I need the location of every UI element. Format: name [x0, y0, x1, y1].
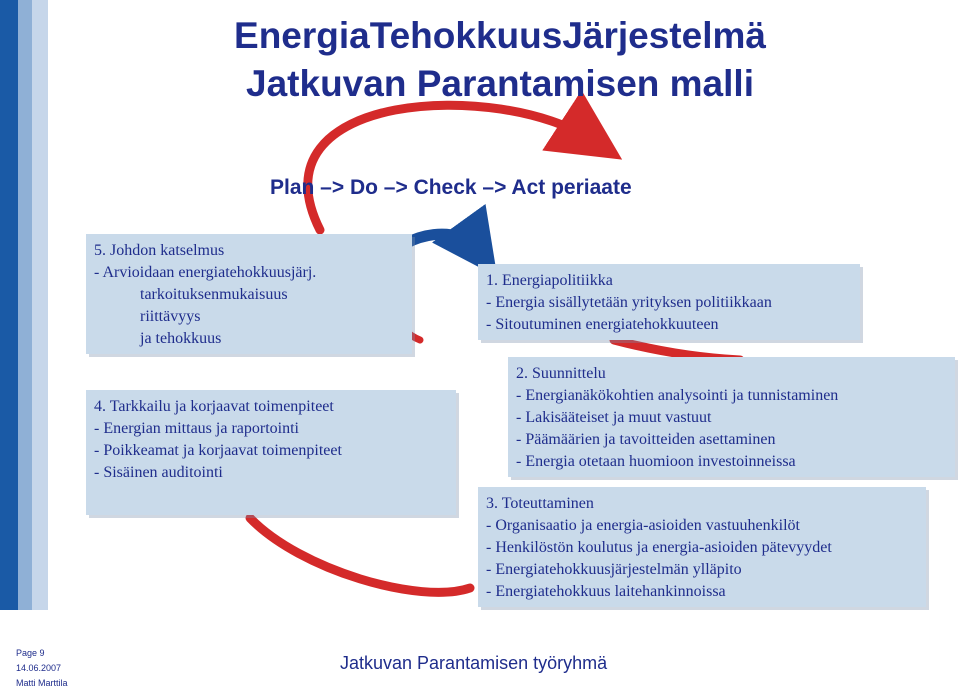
box-5-item: riittävyys: [140, 308, 201, 325]
box-1-heading: 1. Energiapolitiikka: [486, 272, 613, 289]
box-1-item: - Sitoutuminen energiatehokkuuteen: [486, 316, 719, 333]
box-4-item: - Poikkeamat ja korjaavat toimenpiteet: [94, 442, 342, 459]
box-1-energy-policy: [478, 264, 860, 340]
box-2-item: - Energia otetaan huomioon investoinneissa: [516, 453, 796, 470]
box-2-item: - Päämäärien ja tavoitteiden asettaminen: [516, 431, 776, 448]
box-1-item: - Energia sisällytetään yrityksen politiikkaan: [486, 294, 772, 311]
box-2-item: - Energianäkökohtien analysointi ja tunnistaminen: [516, 387, 839, 404]
box-3-item: - Energiatehokkuus laitehankinnoissa: [486, 583, 726, 600]
cycle-arrow-lower-left: [250, 518, 470, 592]
box-4-heading: 4. Tarkkailu ja korjaavat toimenpiteet: [94, 398, 334, 415]
footer-author: Matti Marttila: [16, 678, 68, 688]
footer-page-number: Page 9: [16, 648, 45, 658]
box-3-heading: 3. Toteuttaminen: [486, 495, 594, 512]
box-2-planning: [508, 357, 955, 477]
box-3-implementation: [478, 487, 926, 607]
footer-working-group: Jatkuvan Parantamisen työryhmä: [340, 653, 608, 673]
cycle-arrow-upper: [308, 105, 592, 230]
box-2-heading: 2. Suunnittelu: [516, 365, 606, 382]
box-4-item: - Sisäinen auditointi: [94, 464, 223, 481]
box-3-item: - Organisaatio ja energia-asioiden vastuuhenkilöt: [486, 517, 800, 534]
box-3-item: - Energiatehokkuusjärjestelmän ylläpito: [486, 561, 742, 578]
box-5-management-review: [86, 234, 412, 354]
footer-date: 14.06.2007: [16, 663, 62, 673]
box-2-item: - Lakisääteiset ja muut vastuut: [516, 409, 712, 426]
box-5-heading: 5. Johdon katselmus: [94, 242, 225, 259]
box-4-monitoring: [86, 390, 456, 515]
title-line-2: Jatkuvan Parantamisen malli: [246, 63, 754, 104]
box-5-item: ja tehokkuus: [140, 330, 222, 347]
box-4-item: - Energian mittaus ja raportointi: [94, 420, 299, 437]
box-5-item: tarkoituksenmukaisuus: [140, 286, 288, 303]
pdca-subtitle: Plan –> Do –> Check –> Act periaate: [270, 176, 632, 199]
box-3-item: - Henkilöstön koulutus ja energia-asioiden pätevyydet: [486, 539, 832, 556]
box-5-item: - Arvioidaan energiatehokkuusjärj.: [94, 264, 317, 281]
title-line-1: EnergiaTehokkuusJärjestelmä: [234, 15, 766, 56]
